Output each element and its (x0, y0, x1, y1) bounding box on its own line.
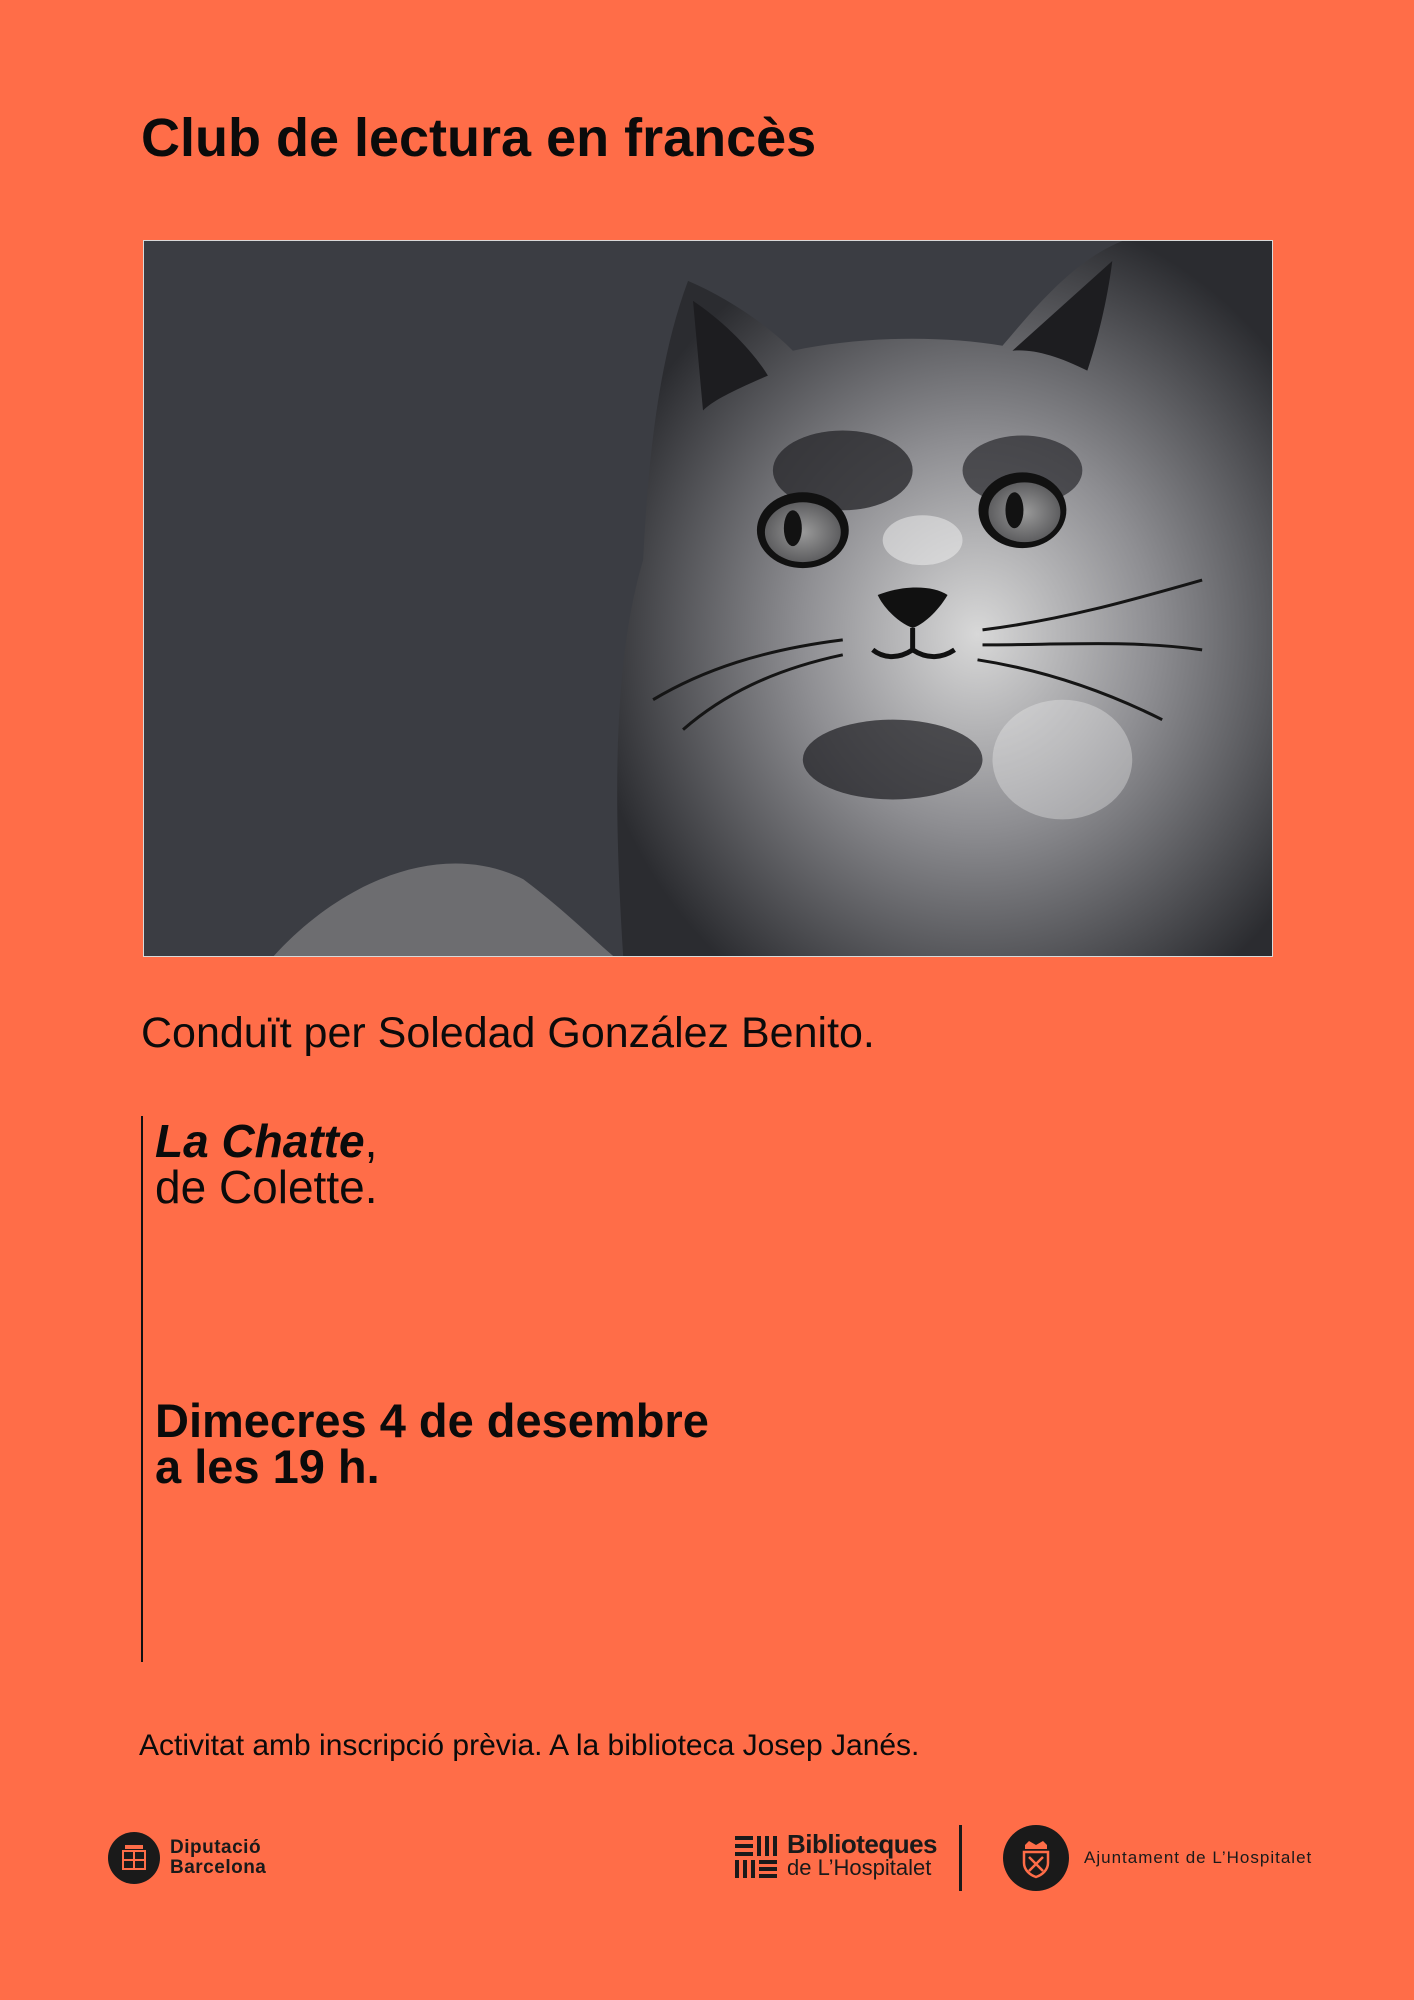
conductor-text: Conduït per Soledad González Benito. (141, 1009, 875, 1057)
cat-illustration (144, 241, 1272, 956)
accent-vertical-line (141, 1116, 143, 1662)
event-date-line2: a les 19 h. (155, 1440, 380, 1493)
biblioteques-logo (733, 1829, 938, 1880)
event-date (155, 1394, 709, 1493)
book-title-comma: , (364, 1115, 378, 1167)
book-author: de Colette. (155, 1161, 378, 1213)
book-info (155, 1115, 378, 1213)
footer-divider (959, 1825, 962, 1891)
book-title: La Chatte (155, 1115, 365, 1167)
ajuntament-logo (1003, 1825, 1312, 1891)
registration-note: Activitat amb inscripció prèvia. A la biblioteca Josep Janés. (139, 1729, 920, 1762)
diputacio-seal-icon (108, 1832, 160, 1884)
poster-title: Club de lectura en francès (141, 108, 817, 168)
biblioteques-line2: de L’Hospitalet (787, 1855, 932, 1880)
diputacio-line1: Diputació (170, 1837, 262, 1858)
event-date-line1: Dimecres 4 de desembre (155, 1394, 709, 1447)
biblioteques-line1: Biblioteques (787, 1829, 938, 1859)
cat-photo (143, 240, 1273, 957)
ajuntament-seal-icon (1003, 1825, 1069, 1891)
biblioteques-bars-icon (733, 1832, 781, 1880)
book-title-line (155, 1115, 378, 1167)
ajuntament-label: Ajuntament de L’Hospitalet (1084, 1848, 1313, 1867)
diputacio-line2: Barcelona (170, 1857, 267, 1878)
diputacio-logo (108, 1832, 266, 1884)
